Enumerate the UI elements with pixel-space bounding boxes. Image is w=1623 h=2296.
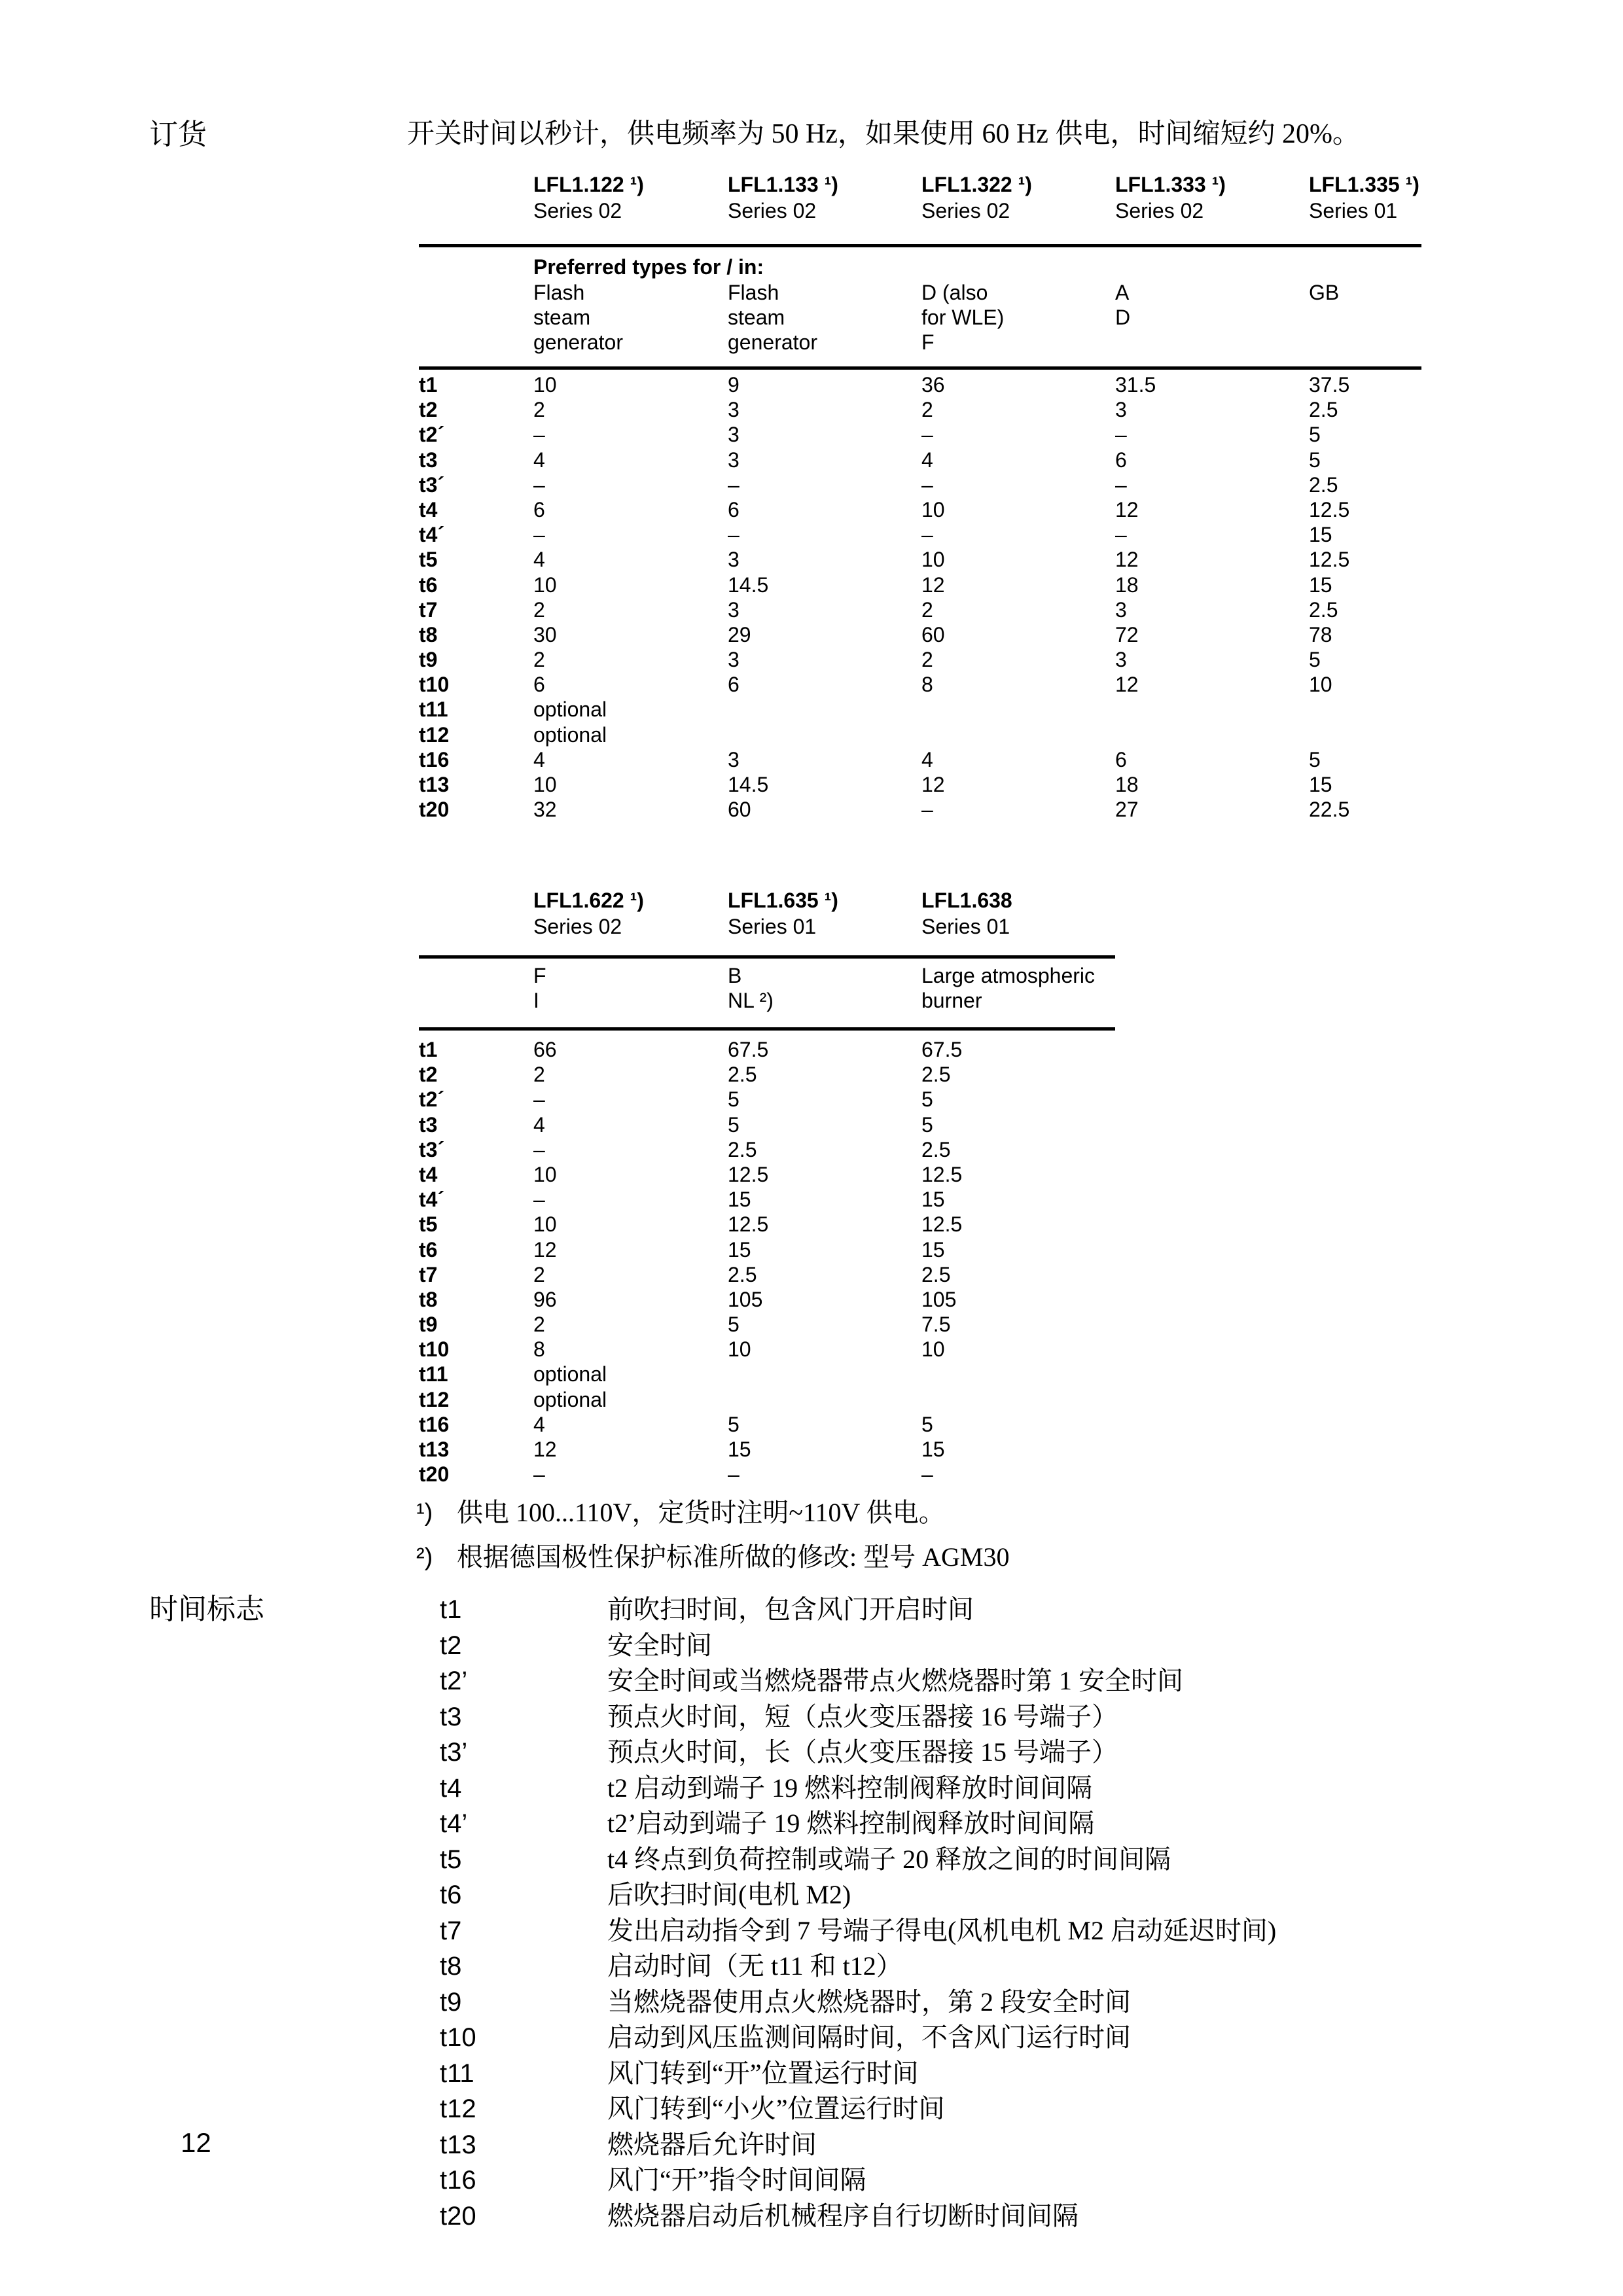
timing-value-cell: 105 xyxy=(921,1287,957,1311)
timing-value-cell: – xyxy=(533,1188,545,1212)
timing-value-cell: 3 xyxy=(728,648,740,672)
preferred-line: D (also xyxy=(921,281,988,304)
legend-code: t1 xyxy=(440,1595,462,1624)
timing-value-cell: 2 xyxy=(533,398,545,422)
timing-value-cell: 3 xyxy=(728,747,740,771)
table2-data-rows xyxy=(419,1038,1115,1487)
timing-value-cell: – xyxy=(533,1462,545,1487)
timing-value-cell: 2.5 xyxy=(921,1063,951,1087)
model-header-cell xyxy=(921,171,1115,224)
preferred-line: Flash xyxy=(728,281,779,304)
timing-value-cell: 2.5 xyxy=(1309,398,1338,422)
timing-row-label: t11 xyxy=(419,698,448,722)
page-number: 12 xyxy=(181,2127,211,2158)
footnote-text: 根据德国极性保护标准所做的修改: 型号 AGM30 xyxy=(457,1542,1010,1572)
timing-value-cell: 6 xyxy=(728,673,740,697)
timing-value-cell: 2 xyxy=(533,597,545,622)
timing-value-cell: 15 xyxy=(921,1237,945,1262)
timing-row-label: t12 xyxy=(419,1387,450,1411)
timing-value-cell: 3 xyxy=(728,448,740,472)
preferred-line: Flash xyxy=(533,281,585,304)
legend-desc: 安全时间 xyxy=(607,1630,712,1660)
timing-value-cell: optional xyxy=(533,698,607,722)
timing-value-cell: 10 xyxy=(533,373,557,397)
timing-value-cell: 4 xyxy=(533,747,545,771)
timing-value-cell: 4 xyxy=(533,1112,545,1137)
preferred-cell xyxy=(921,963,1115,1013)
series-label: Series 02 xyxy=(921,199,1010,222)
preferred-line: B xyxy=(728,964,742,987)
preferred-cell xyxy=(728,963,921,1013)
timing-row-label: t2 xyxy=(419,1063,438,1087)
legend-desc: 预点火时间，长（点火变压器接 15 号端子） xyxy=(607,1737,1118,1767)
series-label: Series 01 xyxy=(921,915,1010,938)
header-spacer xyxy=(419,171,533,224)
legend-desc: 风门“开”指令时间间隔 xyxy=(607,2165,866,2195)
timing-value-cell: 15 xyxy=(1309,773,1332,796)
timing-value-cell: 6 xyxy=(1115,747,1127,771)
timing-value-cell: 15 xyxy=(1309,573,1332,597)
timing-value-cell: 2.5 xyxy=(728,1262,757,1286)
legend-code: t3’ xyxy=(440,1738,468,1767)
legend-code: t16 xyxy=(440,2166,476,2195)
timing-value-cell: 2 xyxy=(921,398,933,422)
table2-header-row xyxy=(419,887,1115,940)
timing-row-label: t4´ xyxy=(419,1188,445,1212)
series-label: Series 02 xyxy=(728,199,817,222)
timing-row-label: t2 xyxy=(419,398,438,422)
timing-value-cell: 8 xyxy=(533,1337,545,1362)
time-legend-list xyxy=(440,1594,1552,2236)
timing-row-label: t9 xyxy=(419,648,438,672)
timing-row-label: t4 xyxy=(419,1162,438,1186)
legend-desc: 发出启动指令到 7 号端子得电(风机电机 M2 启动延迟时间) xyxy=(607,1915,1277,1945)
timing-row-label: t13 xyxy=(419,1438,450,1461)
table1-data-rows xyxy=(419,373,1421,822)
timing-value-cell: 8 xyxy=(921,673,933,697)
legend-code: t9 xyxy=(440,1987,462,2017)
preferred-line: NL ²) xyxy=(728,989,774,1012)
timing-value-cell: 10 xyxy=(921,497,945,521)
legend-code: t4 xyxy=(440,1773,462,1803)
timing-value-cell: 12.5 xyxy=(1309,497,1350,521)
timing-row-label: t3 xyxy=(419,448,438,472)
timing-value-cell: 96 xyxy=(533,1287,557,1311)
footnote-marker: ²) xyxy=(416,1544,433,1571)
timing-value-cell: 4 xyxy=(533,1412,545,1436)
legend-desc: t2 启动到端子 19 燃料控制阀释放时间间隔 xyxy=(607,1773,1093,1803)
preferred-cell xyxy=(728,280,921,355)
footnote-text: 供电 100...110V，定货时注明~110V 供电。 xyxy=(457,1498,945,1527)
timing-value-cell: 12 xyxy=(921,573,945,597)
timing-row-label: t20 xyxy=(419,1462,450,1487)
legend-code: t7 xyxy=(440,1916,462,1945)
series-label: Series 02 xyxy=(533,915,622,938)
timing-value-cell: 3 xyxy=(1115,648,1127,672)
legend-desc: t2’启动到端子 19 燃料控制阀释放时间间隔 xyxy=(607,1809,1095,1838)
timing-value-cell: 5 xyxy=(1309,423,1321,447)
timing-value-cell: 78 xyxy=(1309,622,1332,646)
timing-value-cell: 2.5 xyxy=(921,1262,951,1286)
preferred-spacer xyxy=(419,280,533,355)
legend-desc: 燃烧器后允许时间 xyxy=(607,2129,817,2159)
legend-code: t11 xyxy=(440,2058,474,2088)
model-name: LFL1.622 ¹) xyxy=(533,889,644,912)
timing-value-cell: 6 xyxy=(728,497,740,521)
timing-row-label: t16 xyxy=(419,1412,450,1436)
legend-desc: t4 终点到负荷控制或端子 20 释放之间的时间间隔 xyxy=(607,1844,1171,1874)
timing-value-cell: 15 xyxy=(728,1237,751,1262)
model-header-cell xyxy=(1115,171,1309,224)
legend-desc: 风门转到“开”位置运行时间 xyxy=(607,2058,919,2088)
timing-value-cell: 30 xyxy=(533,622,557,646)
timing-value-cell: 2.5 xyxy=(921,1137,951,1161)
legend-code: t2’ xyxy=(440,1667,468,1695)
preferred-line: for WLE) xyxy=(921,306,1005,329)
timing-value-cell: 2 xyxy=(533,648,545,672)
timing-value-cell: 67.5 xyxy=(728,1038,769,1061)
timing-value-cell: 7.5 xyxy=(921,1313,951,1337)
timing-value-cell: 15 xyxy=(921,1188,945,1212)
timing-value-cell: 10 xyxy=(533,1162,557,1186)
timing-value-cell: 18 xyxy=(1115,773,1139,796)
legend-code: t13 xyxy=(440,2130,476,2159)
timing-value-cell: 4 xyxy=(921,747,933,771)
timing-value-cell: 2 xyxy=(533,1262,545,1286)
timing-value-cell: – xyxy=(921,1462,933,1487)
timing-value-cell: 3 xyxy=(728,597,740,622)
timing-value-cell: – xyxy=(921,798,933,822)
model-name: LFL1.635 ¹) xyxy=(728,889,838,912)
legend-code: t20 xyxy=(440,2201,476,2231)
timing-value-cell: 29 xyxy=(728,622,751,646)
series-label: Series 02 xyxy=(533,199,622,222)
timing-value-cell: 72 xyxy=(1115,622,1139,646)
timing-value-cell: 2.5 xyxy=(1309,597,1338,622)
timing-value-cell: 32 xyxy=(533,798,557,822)
timing-value-cell: – xyxy=(1115,523,1127,547)
timing-row-label: t2´ xyxy=(419,1087,445,1112)
timing-value-cell: 67.5 xyxy=(921,1038,963,1061)
timing-value-cell: 10 xyxy=(921,548,945,572)
model-name: LFL1.133 ¹) xyxy=(728,173,838,196)
timing-value-cell: 4 xyxy=(533,448,545,472)
preferred-line: I xyxy=(533,989,539,1012)
timing-row-label: t8 xyxy=(419,1287,438,1311)
model-header-cell xyxy=(921,887,1115,940)
timing-row-label: t9 xyxy=(419,1313,438,1337)
model-name: LFL1.333 ¹) xyxy=(1115,173,1226,196)
timing-value-cell: 12.5 xyxy=(921,1212,963,1237)
timing-value-cell: optional xyxy=(533,722,607,747)
timing-row-label: t1 xyxy=(419,1038,438,1061)
timing-value-cell: 36 xyxy=(921,373,945,397)
timing-value-cell: 3 xyxy=(728,398,740,422)
timing-value-cell: 4 xyxy=(533,548,545,572)
timing-value-cell: 2.5 xyxy=(728,1063,757,1087)
preferred-cell xyxy=(1309,280,1421,355)
legend-desc: 前吹扫时间，包含风门开启时间 xyxy=(607,1595,974,1624)
preferred-cell xyxy=(921,280,1115,355)
timing-value-cell: 12.5 xyxy=(728,1162,769,1186)
legend-code: t5 xyxy=(440,1845,462,1874)
timing-row-label: t16 xyxy=(419,747,450,771)
timing-row-label: t7 xyxy=(419,1262,438,1286)
timing-value-cell: 9 xyxy=(728,373,740,397)
timing-value-cell: – xyxy=(1115,472,1127,497)
timing-row-label: t20 xyxy=(419,798,450,822)
timing-value-cell: 10 xyxy=(728,1337,751,1362)
timing-row-label: t13 xyxy=(419,773,450,796)
legend-desc: 启动到风压监测间隔时间，不含风门运行时间 xyxy=(607,2022,1131,2052)
table-rule xyxy=(419,244,1421,247)
timing-value-cell: 2.5 xyxy=(728,1137,757,1161)
preferred-cell xyxy=(1115,280,1309,355)
model-header-cell xyxy=(1309,171,1421,224)
footnote-2 xyxy=(416,1542,1009,1573)
preferred-cell xyxy=(533,280,728,355)
timing-row-label: t8 xyxy=(419,622,438,646)
legend-code: t12 xyxy=(440,2094,476,2123)
preferred-line: generator xyxy=(533,330,623,354)
timing-value-cell: – xyxy=(921,523,933,547)
model-name: LFL1.122 ¹) xyxy=(533,173,644,196)
timing-value-cell: 66 xyxy=(533,1038,557,1061)
timing-value-cell: 12.5 xyxy=(921,1162,963,1186)
model-header-cell xyxy=(533,171,728,224)
legend-code: t8 xyxy=(440,1952,462,1981)
legend-code: t2 xyxy=(440,1631,462,1660)
timing-value-cell: 12 xyxy=(1115,673,1139,697)
timing-value-cell: 2 xyxy=(533,1313,545,1337)
timing-value-cell: – xyxy=(728,523,740,547)
timing-value-cell: 31.5 xyxy=(1115,373,1156,397)
timing-value-cell: 10 xyxy=(533,1212,557,1237)
timing-value-cell: optional xyxy=(533,1387,607,1411)
timing-value-cell: – xyxy=(533,1087,545,1112)
timing-value-cell: 12 xyxy=(1115,548,1139,572)
timing-value-cell: 5 xyxy=(728,1412,740,1436)
timing-value-cell: 2 xyxy=(921,597,933,622)
legend-desc: 后吹扫时间(电机 M2) xyxy=(607,1880,851,1909)
legend-code: t6 xyxy=(440,1881,462,1909)
timing-value-cell: 60 xyxy=(728,798,751,822)
timing-value-cell: 12.5 xyxy=(728,1212,769,1237)
model-header-cell xyxy=(728,887,921,940)
timing-value-cell: optional xyxy=(533,1362,607,1386)
preferred-line: F xyxy=(533,964,546,987)
time-legend-section-label: 时间标志 xyxy=(149,1593,264,1625)
timing-value-cell: – xyxy=(533,423,545,447)
timing-value-cell: 10 xyxy=(1309,673,1332,697)
series-label: Series 01 xyxy=(728,915,817,938)
footnote-marker: ¹) xyxy=(416,1499,433,1527)
legend-code: t3 xyxy=(440,1702,462,1731)
timing-value-cell: 12 xyxy=(533,1438,557,1461)
timing-value-cell: 12 xyxy=(533,1237,557,1262)
footnote-1 xyxy=(416,1497,945,1528)
timing-value-cell: – xyxy=(533,1137,545,1161)
table-rule xyxy=(419,955,1115,959)
timing-value-cell: 6 xyxy=(1115,448,1127,472)
preferred-spacer xyxy=(419,963,533,1013)
model-name: LFL1.335 ¹) xyxy=(1309,173,1419,196)
model-name: LFL1.638 xyxy=(921,889,1012,912)
timing-value-cell: 12.5 xyxy=(1309,548,1350,572)
timing-row-label: t10 xyxy=(419,1337,450,1362)
timing-value-cell: 5 xyxy=(1309,747,1321,771)
timing-value-cell: 105 xyxy=(728,1287,763,1311)
table1-header-row xyxy=(419,171,1421,224)
timing-value-cell: 12 xyxy=(1115,497,1139,521)
timing-value-cell: 3 xyxy=(1115,398,1127,422)
timing-row-label: t3´ xyxy=(419,472,445,497)
timing-value-cell: 37.5 xyxy=(1309,373,1350,397)
preferred-cell xyxy=(533,963,728,1013)
timing-value-cell: 5 xyxy=(728,1313,740,1337)
timing-value-cell: – xyxy=(1115,423,1127,447)
timing-value-cell: 14.5 xyxy=(728,773,769,796)
timing-value-cell: 10 xyxy=(533,573,557,597)
preferred-line: steam xyxy=(533,306,591,329)
timing-row-label: t4´ xyxy=(419,523,445,547)
timing-row-label: t7 xyxy=(419,597,438,622)
preferred-line: generator xyxy=(728,330,817,354)
timing-value-cell: 5 xyxy=(728,1112,740,1137)
timing-value-cell: 2 xyxy=(921,648,933,672)
legend-desc: 安全时间或当燃烧器带点火燃烧器时第 1 安全时间 xyxy=(607,1666,1183,1695)
timing-value-cell: 4 xyxy=(921,448,933,472)
model-header-cell xyxy=(533,887,728,940)
timing-row-label: t6 xyxy=(419,573,438,597)
header-spacer xyxy=(419,887,533,940)
timing-value-cell: 5 xyxy=(1309,648,1321,672)
timing-value-cell: 2 xyxy=(533,1063,545,1087)
timing-value-cell: 3 xyxy=(728,423,740,447)
timing-value-cell: – xyxy=(533,523,545,547)
table-rule xyxy=(419,1027,1115,1031)
timing-value-cell: 12 xyxy=(921,773,945,796)
timing-value-cell: 6 xyxy=(533,497,545,521)
table1-preferred-block xyxy=(419,254,1421,355)
timing-value-cell: 10 xyxy=(921,1337,945,1362)
timing-row-label: t1 xyxy=(419,373,438,397)
model-name: LFL1.322 ¹) xyxy=(921,173,1032,196)
legend-desc: 当燃烧器使用点火燃烧器时，第 2 段安全时间 xyxy=(607,1987,1131,2017)
timing-value-cell: 5 xyxy=(921,1112,933,1137)
preferred-line: burner xyxy=(921,989,982,1012)
legend-code: t10 xyxy=(440,2023,476,2052)
series-label: Series 01 xyxy=(1309,199,1398,222)
timing-value-cell: 60 xyxy=(921,622,945,646)
timing-value-cell: 6 xyxy=(533,673,545,697)
timing-row-label: t2´ xyxy=(419,423,445,447)
table-rule xyxy=(419,366,1421,370)
timing-row-label: t3´ xyxy=(419,1137,445,1161)
timing-value-cell: 3 xyxy=(1115,597,1127,622)
legend-desc: 燃烧器启动后机械程序自行切断时间间隔 xyxy=(607,2200,1079,2231)
timing-row-label: t11 xyxy=(419,1362,448,1386)
timing-value-cell: 10 xyxy=(533,773,557,796)
ordering-section-label: 订货 xyxy=(149,118,207,150)
intro-text: 开关时间以秒计，供电频率为 50 Hz，如果使用 60 Hz 供电，时间缩短约 20%。 xyxy=(407,119,1360,149)
timing-row-label: t12 xyxy=(419,722,450,747)
timing-value-cell: – xyxy=(921,472,933,497)
series-label: Series 02 xyxy=(1115,199,1204,222)
timing-value-cell: 5 xyxy=(921,1087,933,1112)
timing-value-cell: 18 xyxy=(1115,573,1139,597)
timing-value-cell: – xyxy=(921,423,933,447)
timing-value-cell: 2.5 xyxy=(1309,472,1338,497)
legend-desc: 风门转到“小火”位置运行时间 xyxy=(607,2094,945,2123)
preferred-line: GB xyxy=(1309,281,1340,304)
timing-row-label: t4 xyxy=(419,497,438,521)
timing-value-cell: 5 xyxy=(921,1412,933,1436)
legend-desc: 预点火时间，短（点火变压器接 16 号端子） xyxy=(607,1701,1118,1731)
timing-value-cell: 3 xyxy=(728,548,740,572)
timing-value-cell: 22.5 xyxy=(1309,798,1350,822)
preferred-line: Large atmospheric xyxy=(921,964,1096,987)
preferred-heading: Preferred types for / in: xyxy=(533,255,764,279)
timing-row-label: t6 xyxy=(419,1237,438,1262)
timing-value-cell: – xyxy=(728,472,740,497)
timing-value-cell: 5 xyxy=(1309,448,1321,472)
preferred-line: A xyxy=(1115,281,1130,304)
timing-value-cell: 15 xyxy=(728,1188,751,1212)
timing-value-cell: 5 xyxy=(728,1087,740,1112)
timing-row-label: t5 xyxy=(419,1212,438,1237)
timing-value-cell: 15 xyxy=(1309,523,1332,547)
timing-value-cell: 27 xyxy=(1115,798,1139,822)
legend-desc: 启动时间（无 t11 和 t12） xyxy=(607,1951,902,1981)
timing-value-cell: – xyxy=(728,1462,740,1487)
preferred-line: D xyxy=(1115,306,1131,329)
timing-row-label: t10 xyxy=(419,673,450,697)
preferred-line: F xyxy=(921,330,935,354)
table2-preferred-block xyxy=(419,963,1115,1013)
model-header-cell xyxy=(728,171,921,224)
timing-row-label: t5 xyxy=(419,548,438,572)
preferred-line: steam xyxy=(728,306,785,329)
timing-value-cell: – xyxy=(533,472,545,497)
legend-code: t4’ xyxy=(440,1809,468,1838)
timing-row-label: t3 xyxy=(419,1112,438,1137)
timing-value-cell: 14.5 xyxy=(728,573,769,597)
timing-value-cell: 15 xyxy=(728,1438,751,1461)
timing-value-cell: 15 xyxy=(921,1438,945,1461)
